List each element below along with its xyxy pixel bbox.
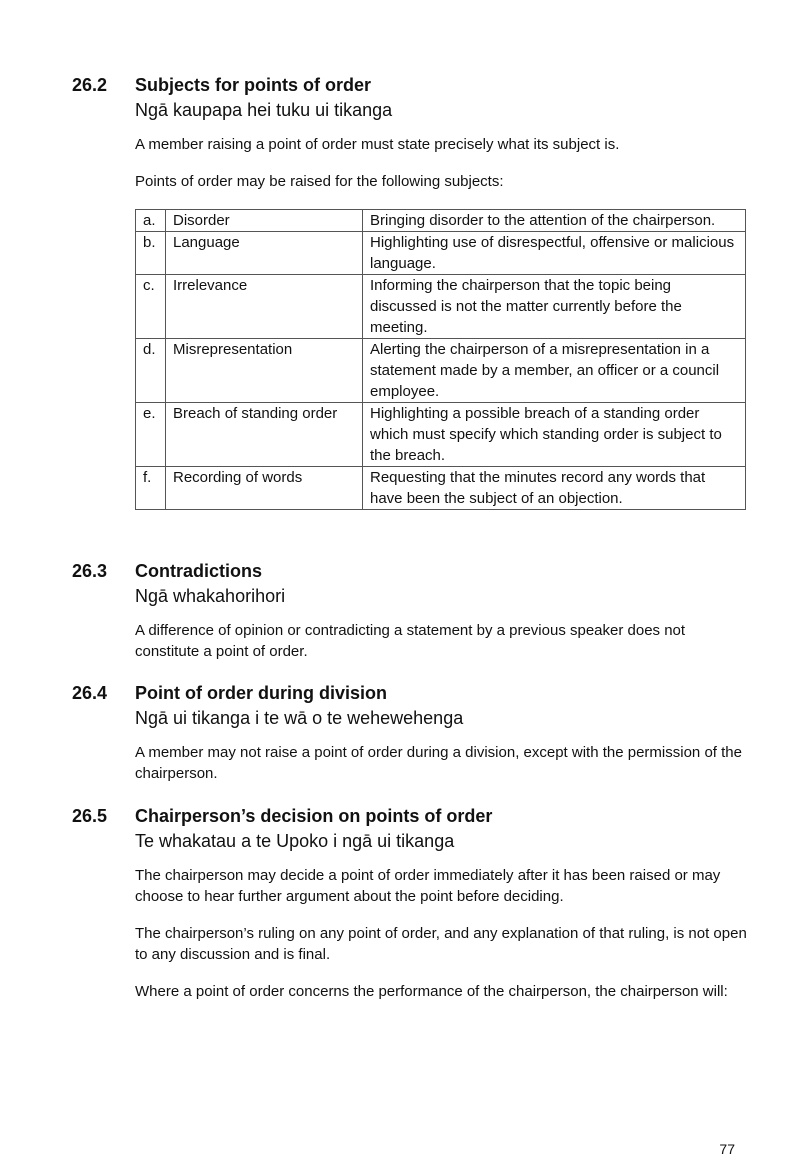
section-heading: [135, 682, 747, 729]
section-26-2: [72, 74, 747, 192]
row-description: Highlighting a possible breach of a standing order which must specify which standing order is subject to the breach.: [363, 403, 746, 467]
section-number: 26.4: [72, 683, 108, 703]
subjects-table: [135, 209, 746, 510]
section-heading: [135, 560, 747, 607]
section-subtitle: Ngā whakahorihori: [135, 586, 286, 606]
section-26-3: [72, 560, 747, 662]
section-title: Point of order during division: [135, 683, 387, 703]
section-title: Subjects for points of order: [135, 75, 372, 95]
section-26-5: [72, 805, 747, 1002]
section-number: 26.3: [72, 561, 108, 581]
row-description: Highlighting use of disrespectful, offensive or malicious language.: [363, 232, 746, 275]
row-description: Alerting the chairperson of a misrepresentation in a statement made by a member, an officer or a council employee.: [363, 339, 746, 403]
section-26-4: [72, 682, 747, 784]
row-letter: b.: [136, 232, 166, 275]
paragraph: A member may not raise a point of order during a division, except with the permission of the chairperson.: [135, 744, 742, 782]
row-description: Requesting that the minutes record any words that have been the subject of an objection.: [363, 467, 746, 510]
table-row: [136, 210, 746, 232]
section-heading: [135, 805, 747, 852]
paragraph: The chairperson’s ruling on any point of order, and any explanation of that ruling, is not open to any discussion and is final.: [135, 925, 747, 963]
section-subtitle: Te whakatau a te Upoko i ngā ui tikanga: [135, 831, 455, 851]
row-letter: c.: [136, 275, 166, 339]
row-description: Informing the chairperson that the topic being discussed is not the matter currently before the meeting.: [363, 275, 746, 339]
table-row: [136, 275, 746, 339]
row-subject: Recording of words: [166, 467, 363, 510]
paragraph: A difference of opinion or contradicting a statement by a previous speaker does not constitute a point of order.: [135, 622, 686, 660]
row-subject: Disorder: [166, 210, 363, 232]
table-row: [136, 403, 746, 467]
table-row: [136, 339, 746, 403]
row-description: Bringing disorder to the attention of the chairperson.: [363, 210, 746, 232]
row-subject: Breach of standing order: [166, 403, 363, 467]
section-title: Chairperson’s decision on points of order: [135, 806, 493, 826]
paragraph: Points of order may be raised for the following subjects:: [135, 173, 504, 190]
section-subtitle: Ngā kaupapa hei tuku ui tikanga: [135, 100, 393, 120]
page-number: 77: [719, 1141, 735, 1157]
paragraph: The chairperson may decide a point of order immediately after it has been raised or may choose to hear further argument about the point before deciding.: [135, 867, 721, 905]
row-letter: e.: [136, 403, 166, 467]
paragraph: Where a point of order concerns the performance of the chairperson, the chairperson will:: [135, 983, 728, 1000]
section-heading: [135, 74, 747, 121]
row-subject: Language: [166, 232, 363, 275]
row-letter: d.: [136, 339, 166, 403]
section-title: Contradictions: [135, 561, 263, 581]
row-subject: Misrepresentation: [166, 339, 363, 403]
section-number: 26.5: [72, 806, 108, 826]
table-row: [136, 467, 746, 510]
row-letter: f.: [136, 467, 166, 510]
paragraph: A member raising a point of order must state precisely what its subject is.: [135, 136, 620, 153]
section-subtitle: Ngā ui tikanga i te wā o te wehewehenga: [135, 708, 464, 728]
table-row: [136, 232, 746, 275]
row-subject: Irrelevance: [166, 275, 363, 339]
section-number: 26.2: [72, 75, 108, 95]
row-letter: a.: [136, 210, 166, 232]
